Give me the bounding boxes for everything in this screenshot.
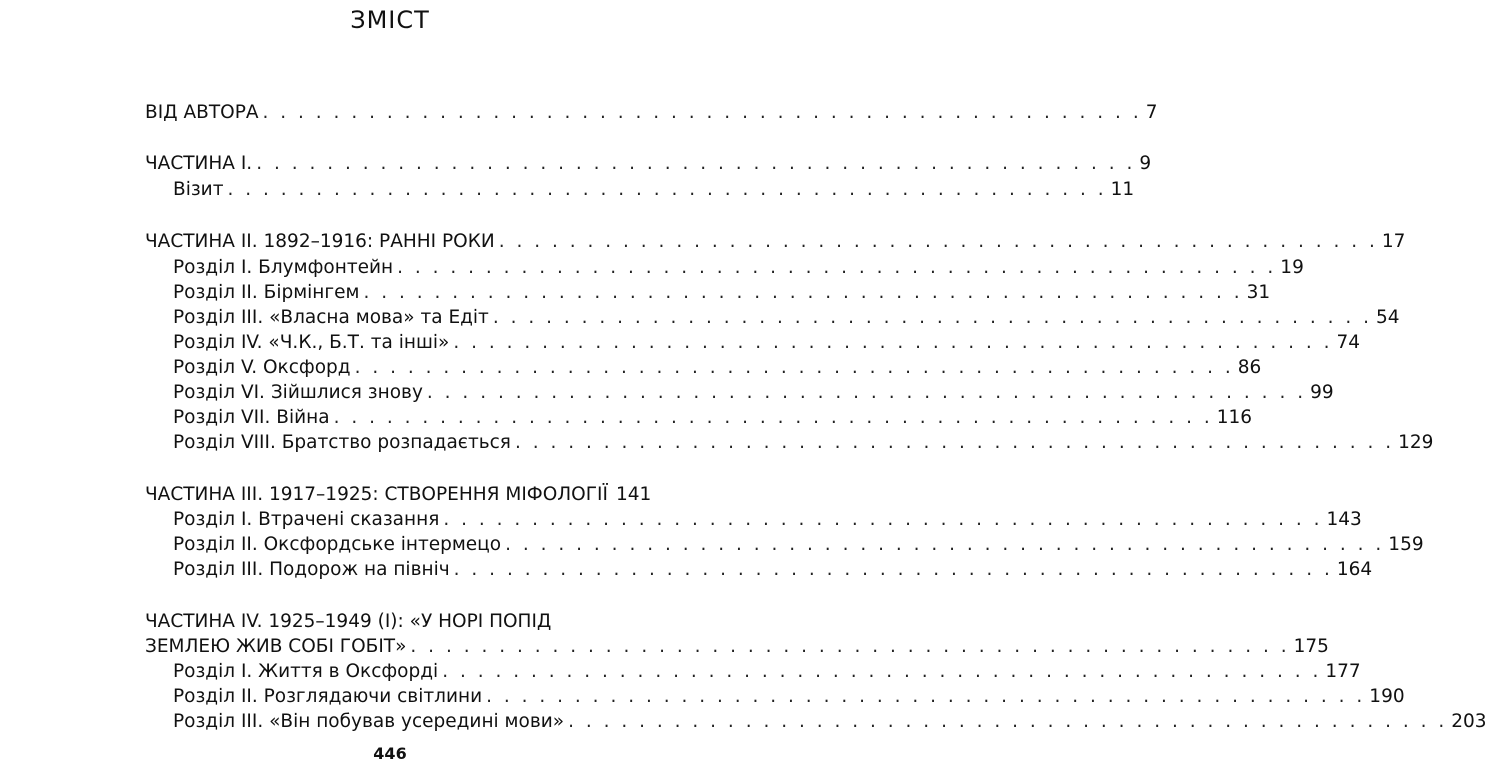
leader-dots: . . . . . . . . . . . . . . . . . . . . . . . . . . . . . . . . . . . . . . . . . . . . . . . . . . (354, 357, 1234, 378)
leader-dots: . . . . . . . . . . . . . . . . . . . . . . . . . . . . . . . . . . . . . . . . . . . . . . . . . . (262, 102, 1142, 123)
leader-dots: . . . . . . . . . . . . . . . . . . . . . . . . . . . . . . . . . . . . . . . . . . . . . . . . . . (453, 332, 1333, 353)
toc-entry-chapter[interactable] (173, 405, 1253, 431)
toc-entry-label: Розділ І. Втрачені сказання (173, 509, 440, 530)
leader-dots: . . . . . . . . . . . . . . . . . . . . . . . . . . . . . . . . . . . . . . . . . . . . . . . . . . (498, 231, 1378, 252)
toc-entry-page: 99 (1310, 382, 1334, 403)
toc-entry-chapter[interactable] (173, 255, 1304, 281)
toc-entry-page: 31 (1246, 282, 1271, 303)
toc-entry-page: 164 (1336, 559, 1373, 580)
toc-entry-part3[interactable] (145, 482, 652, 508)
leader-dots: . . . . . . . . . . . . . . . . . . . . . . . . . . . . . . . . . . . . . . . . . . . . . . . . . . (333, 407, 1213, 428)
leader-dots: . . . . . . . . . . . . . . . . . . . . . . . . . . . . . . . . . . . . . . . . . . . . . . . . . . (256, 153, 1136, 174)
toc-entry-label: ВІД АВТОРА (145, 102, 259, 123)
leader-dots: . . . . . . . . . . . . . . . . . . . . . . . . . . . . . . . . . . . . . . . . . . . . . . . . . . (442, 661, 1322, 682)
toc-entry-part1[interactable] (145, 151, 1152, 177)
toc-entry-page: 177 (1325, 661, 1361, 682)
leader-dots: . . . . . . . . . . . . . . . . . . . . . . . . . . . . . . . . . . . . . . . . . . . . . . . . . . (397, 257, 1277, 278)
toc-entry-page: 116 (1216, 407, 1253, 428)
leader-dots: . . . . . . . . . . . . . . . . . . . . . . . . . . . . . . . . . . . . . . . . . . . . . . . . . . (514, 432, 1395, 453)
leader-dots: . . . . . . . . . . . . . . . . . . . . . . . . . . . . . . . . . . . . . . . . . . . . . . . . . . (227, 179, 1107, 200)
toc-entry-chapter[interactable] (173, 305, 1400, 331)
toc-entry-part4-line1[interactable]: ЧАСТИНА IV. 1925–1949 (І): «У НОРІ ПОПІД (145, 611, 552, 632)
toc-entry-chapter[interactable] (173, 532, 1424, 558)
leader-dots: . . . . . . . . . . . . . . . . . . . . . . . . . . . . . . . . . . . . . . . . . . . . . . . . . . (486, 686, 1366, 707)
toc-entry-visit[interactable] (173, 177, 1135, 203)
toc-entry-page: 143 (1326, 509, 1362, 530)
leader-dots: . . . . . . . . . . . . . . . . . . . . . . . . . . . . . . . . . . . . . . . . . . . . . . . . . . (505, 534, 1385, 555)
toc-entry-label: Розділ І. Життя в Оксфорді (173, 661, 439, 682)
toc-entry-label: Розділ VI. Зійшлися знову (173, 382, 423, 403)
leader-dots: . . . . . . . . . . . . . . . . . . . . . . . . . . . . . . . . . . . . . . . . . . . . . . . . . . (453, 559, 1333, 580)
toc-entry-chapter[interactable] (173, 709, 1487, 735)
toc-entry-label: Розділ VIII. Братство розпадається (173, 432, 511, 453)
toc-entry-label: ЧАСТИНА ІІІ. 1917–1925: СТВОРЕННЯ МІФОЛОГІЇ (145, 484, 608, 505)
toc-entry-page: 190 (1369, 686, 1405, 707)
toc-entry-page: 86 (1237, 357, 1262, 378)
leader-dots: . . . . . . . . . . . . . . . . . . . . . . . . . . . . . . . . . . . . . . . . . . . . . . . . . . (568, 711, 1448, 732)
toc-entry-chapter[interactable] (173, 659, 1361, 685)
toc-entry-label: Розділ ІІ. Бірмінгем (173, 282, 360, 303)
toc-entry-page: 11 (1110, 179, 1135, 200)
toc-entry-chapter[interactable] (173, 280, 1271, 306)
toc-entry-page: 203 (1451, 711, 1487, 732)
toc-entry-chapter[interactable] (173, 507, 1362, 533)
toc-entry-label: ЗЕМЛЕЮ ЖИВ СОБІ ГОБІТ» (145, 636, 407, 657)
toc-entry-page: 74 (1336, 332, 1361, 353)
toc-entry-page: 19 (1280, 257, 1304, 278)
toc-entry-chapter[interactable] (173, 557, 1373, 583)
toc-entry-chapter[interactable] (173, 380, 1334, 406)
toc-entry-label: Розділ ІІІ. «Він побував усередині мови» (173, 711, 565, 732)
toc-entry-label: Розділ V. Оксфорд (173, 357, 351, 378)
toc-entry-label: ЧАСТИНА ІІ. 1892–1916: РАННІ РОКИ (145, 231, 495, 252)
toc-entry-label: ЧАСТИНА І. (145, 153, 253, 174)
toc-entry-chapter[interactable] (173, 355, 1262, 381)
toc-entry-part2[interactable] (145, 229, 1406, 255)
toc-entry-label: Візит (173, 179, 224, 200)
leader-dots: . . . . . . . . . . . . . . . . . . . . . . . . . . . . . . . . . . . . . . . . . . . . . . . . . . (426, 382, 1307, 403)
toc-entry-label: Розділ ІІІ. «Власна мова» та Едіт (173, 307, 489, 328)
toc-entry-label: Розділ ІІІ. Подорож на північ (173, 559, 450, 580)
toc-entry-page: 175 (1293, 636, 1329, 657)
page-number: 446 (373, 744, 407, 763)
leader-dots: . . . . . . . . . . . . . . . . . . . . . . . . . . . . . . . . . . . . . . . . . . . . . . . . . . (363, 282, 1243, 303)
leader-dots: . . . . . . . . . . . . . . . . . . . . . . . . . . . . . . . . . . . . . . . . . . . . . . . . . . (443, 509, 1323, 530)
toc-entry-page: 129 (1398, 432, 1434, 453)
toc-entry-chapter[interactable] (173, 430, 1434, 456)
toc-entry-chapter[interactable] (173, 684, 1405, 710)
toc-entry-page: 17 (1381, 231, 1406, 252)
toc-entry-chapter[interactable] (173, 330, 1361, 356)
page-title: ЗМІСТ (350, 6, 430, 34)
toc-entry-label: Розділ ІІ. Оксфордське інтермецо (173, 534, 502, 555)
toc-entry-label: Розділ ІІ. Розглядаючи світлини (173, 686, 483, 707)
toc-entry-page: 159 (1388, 534, 1424, 555)
toc-entry-page: 141 (615, 484, 652, 505)
toc-entry-author[interactable] (145, 100, 1158, 126)
leader-dots: . . . . . . . . . . . . . . . . . . . . . . . . . . . . . . . . . . . . . . . . . . . . . . . . . . (410, 636, 1290, 657)
toc-entry-label: Розділ VII. Війна (173, 407, 330, 428)
toc-entry-label: Розділ IV. «Ч.К., Б.Т. та інші» (173, 332, 450, 353)
toc-entry-page: 54 (1376, 307, 1400, 328)
leader-dots: . . . . . . . . . . . . . . . . . . . . . . . . . . . . . . . . . . . . . . . . . . . . . . . . . . (492, 307, 1373, 328)
toc-entry-page: 7 (1145, 102, 1158, 123)
toc-entry-part4[interactable] (145, 634, 1329, 660)
toc-entry-page: 9 (1139, 153, 1152, 174)
toc-entry-label: Розділ І. Блумфонтейн (173, 257, 394, 278)
